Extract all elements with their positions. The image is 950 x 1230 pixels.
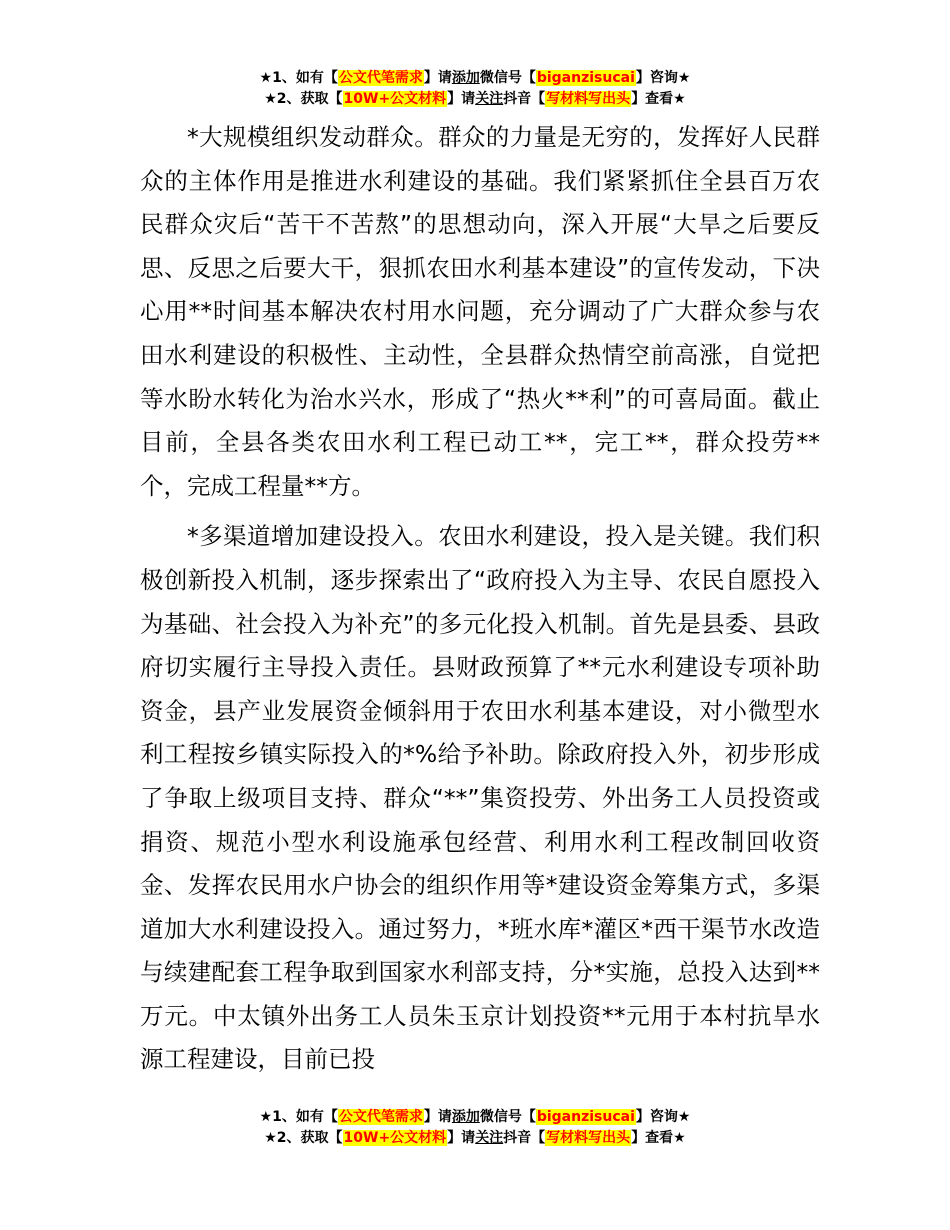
banner-text: 】咨询★ [635, 70, 691, 86]
banner-highlight: 10W+公文材料 [343, 91, 447, 107]
banner-underlined-text: 关注 [475, 1130, 504, 1146]
banner-text: 微信号【 [479, 1109, 536, 1125]
banner-highlight: biganzisucai [536, 1109, 635, 1125]
banner-underlined-text: 添加 [451, 1109, 480, 1125]
banner-text: ★1、如有【 [259, 70, 338, 86]
banner-highlight: 写材料写出头 [546, 1130, 631, 1146]
banner-highlight: 公文代笔需求 [338, 1109, 423, 1125]
banner-highlight: 公文代笔需求 [338, 70, 423, 86]
banner-text: 抖音【 [503, 1130, 546, 1146]
banner-text: ★1、如有【 [259, 1109, 338, 1125]
banner-text: 】请 [447, 1130, 476, 1146]
document-body [140, 116, 820, 1082]
banner-line-2 [0, 1128, 950, 1149]
banner-underlined-text: 关注 [475, 91, 504, 107]
banner-text: 】咨询★ [635, 1109, 691, 1125]
banner-line-2 [0, 89, 950, 110]
banner-text: 微信号【 [479, 70, 536, 86]
banner-line-1 [0, 68, 950, 89]
banner-text: 】请 [447, 91, 476, 107]
banner-underlined-text: 添加 [451, 70, 480, 86]
header-banner [0, 68, 950, 110]
banner-text: 】请 [423, 70, 452, 86]
banner-text: 】请 [423, 1109, 452, 1125]
banner-highlight: 写材料写出头 [546, 91, 631, 107]
banner-highlight: 10W+公文材料 [343, 1130, 447, 1146]
banner-text: ★2、获取【 [264, 91, 343, 107]
banner-text: 】查看★ [631, 91, 686, 107]
banner-highlight: biganzisucai [536, 70, 635, 86]
banner-line-1 [0, 1107, 950, 1128]
banner-text: 】查看★ [631, 1130, 686, 1146]
paragraph-mobilize-masses: *大规模组织发动群众。群众的力量是无穷的，发挥好人民群众的主体作用是推进水利建设的基础。我们紧紧抓住全县百万农民群众灾后“苦干不苦熬”的思想动向，深入开展“大旱之后要反思、反思之后要大干，狠抓农田水利基本建设”的宣传发动，下决心用**时间基本解决农村用水问题，充分调动了广大群众参与农田水利建设的积极性、主动性，全县群众热情空前高涨，自觉把等水盼水转化为治水兴水，形成了“热火**利”的可喜局面。截止目前，全县各类农田水利工程已动工**，完工**，群众投劳**个，完成工程量**方。 [140, 123, 820, 500]
banner-text: ★2、获取【 [264, 1130, 343, 1146]
paragraph-increase-investment: *多渠道增加建设投入。农田水利建设，投入是关键。我们积极创新投入机制，逐步探索出了“政府投入为主导、农民自愿投入为基础、社会投入为补充”的多元化投入机制。首先是县委、县政府切实履行主导投入责任。县财政预算了**元水利建设专项补助资金，县产业发展资金倾斜用于农田水利基本建设，对小微型水利工程按乡镇实际投入的*%给予补助。除政府投入外，初步形成了争取上级项目支持、群众“**”集资投劳、外出务工人员投资或捐资、规范小型水利设施承包经营、利用水利工程改制回收资金、发挥农民用水户协会的组织作用等*建设资金筹集方式，多渠道加大水利建设投入。通过努力，*班水库*灌区*西干渠节水改造与续建配套工程争取到国家水利部支持，分*实施，总投入达到**万元。中太镇外出务工人员朱玉京计划投资**元用于本村抗旱水源工程建设，目前已投 [140, 522, 820, 1074]
banner-text: 抖音【 [503, 91, 546, 107]
footer-banner [0, 1107, 950, 1149]
